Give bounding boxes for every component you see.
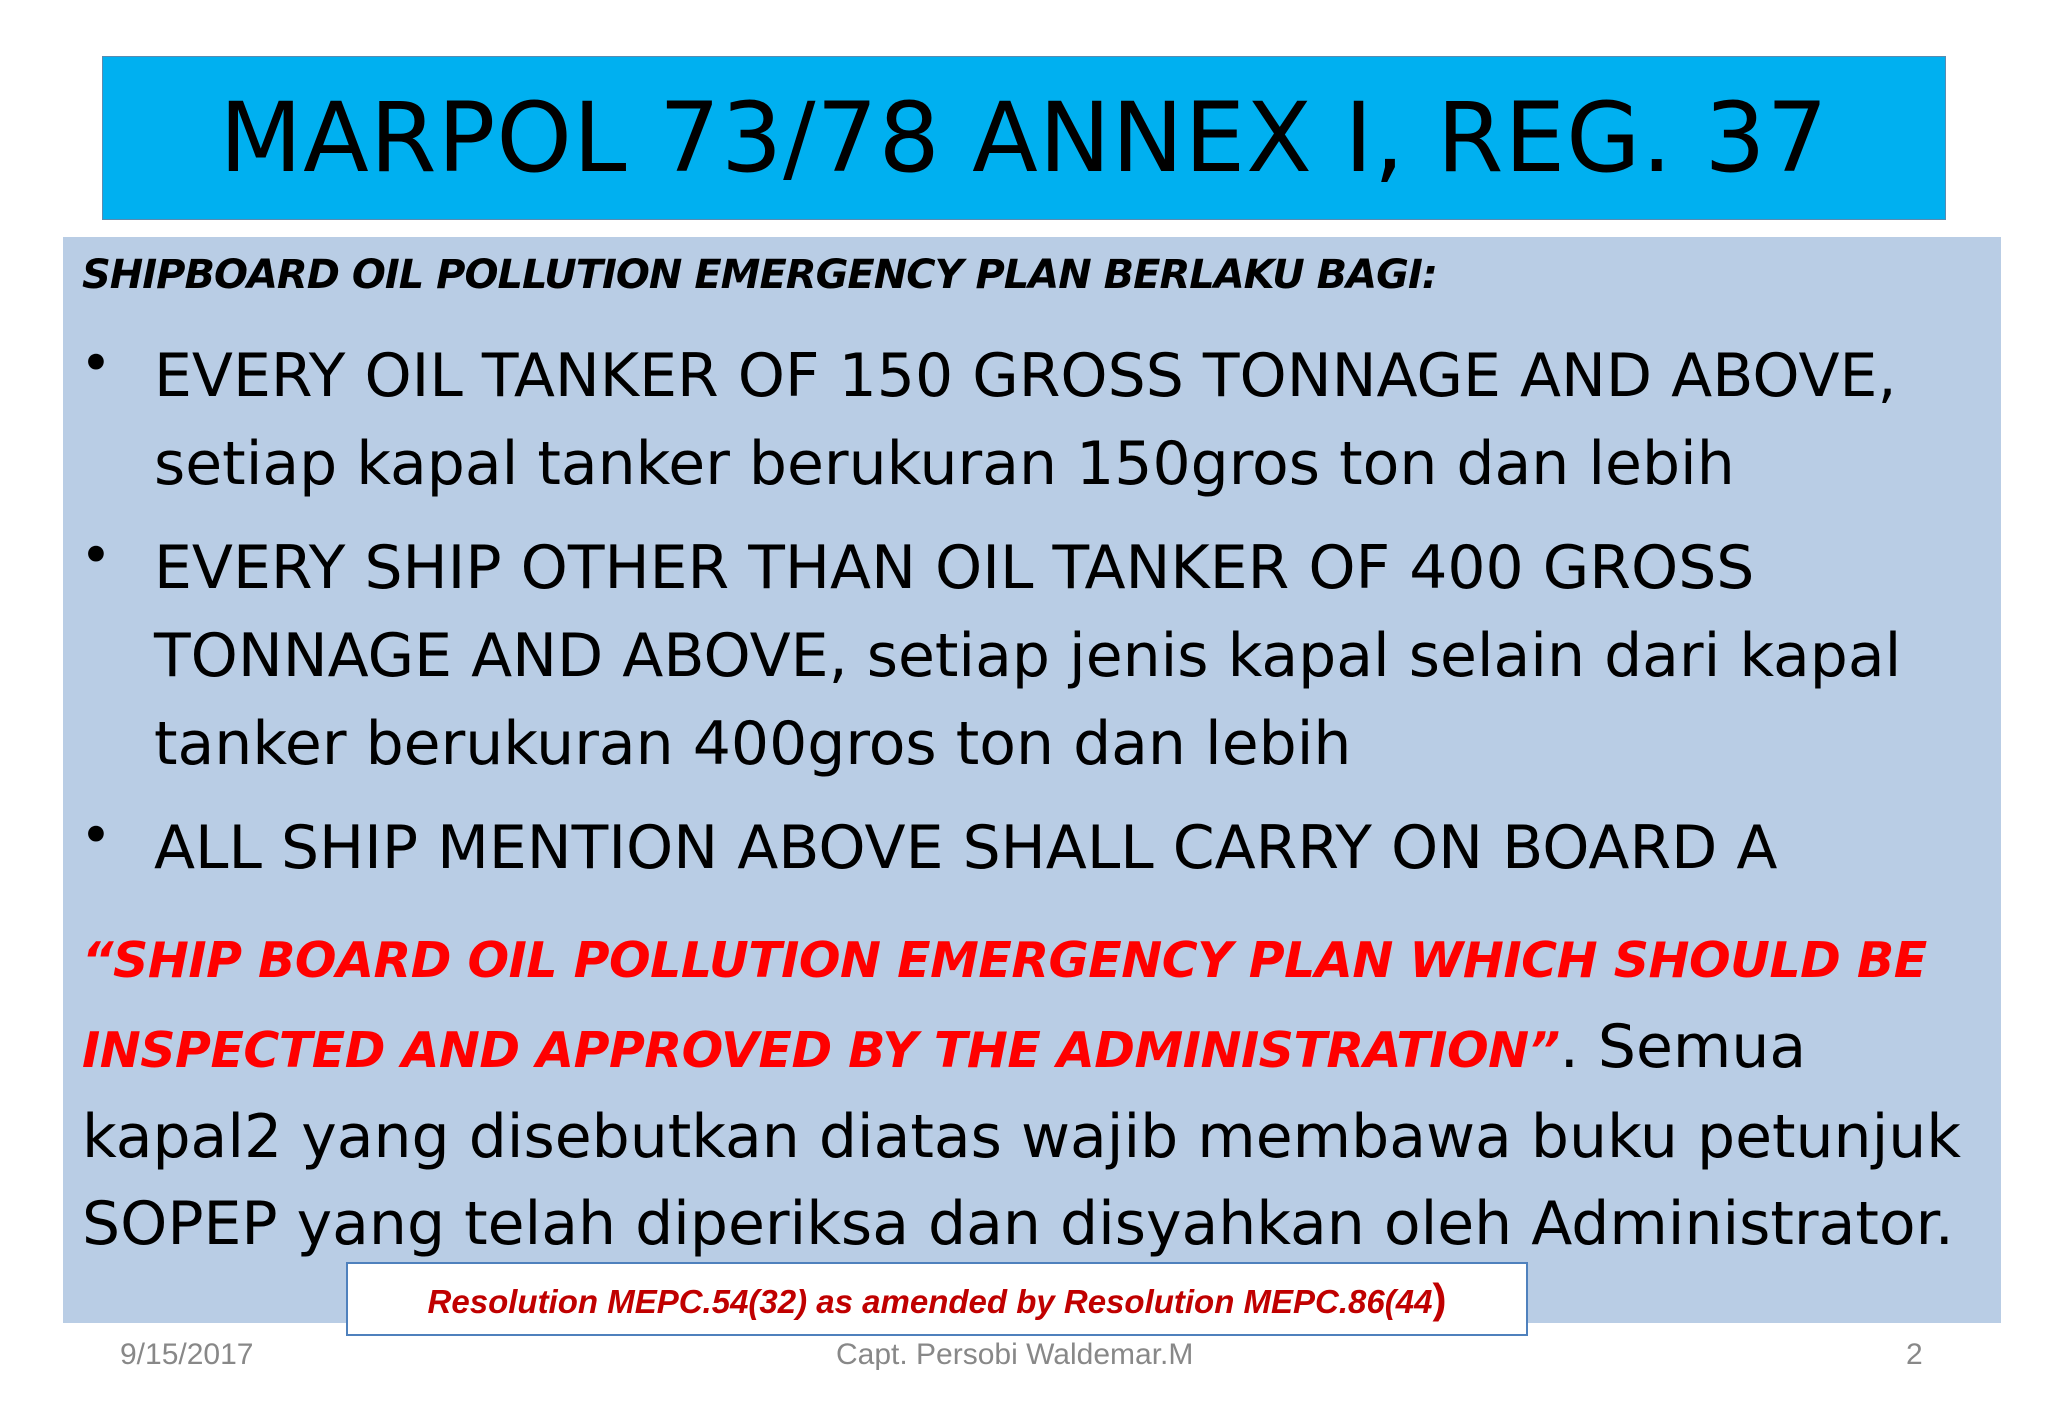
resolution-close-paren: ) xyxy=(1432,1275,1447,1322)
intro-heading: SHIPBOARD OIL POLLUTION EMERGENCY PLAN BERLAKU BAGI: xyxy=(82,252,1437,298)
resolution-text xyxy=(428,1275,1447,1323)
title-bar xyxy=(102,56,1946,220)
footer-date: 9/15/2017 xyxy=(120,1338,254,1371)
bullet-text: ALL SHIP MENTION ABOVE SHALL CARRY ON BOARD A xyxy=(154,813,1778,883)
bullet-dot-icon: • xyxy=(80,332,112,395)
sopep-quote: “SHIP BOARD OIL POLLUTION EMERGENCY PLAN WHICH SHOULD BE INSPECTED AND APPROVED BY THE ADMINISTRATION” xyxy=(82,932,1927,1079)
footer-author: Capt. Persobi Waldemar.M xyxy=(836,1338,1194,1371)
paragraph-text: . Semua kapal2 yang disebutkan diatas wajib membawa buku petunjuk SOPEP yang telah diperiksa dan disyahkan oleh Administrator. xyxy=(82,1012,1962,1259)
sopep-paragraph xyxy=(82,914,1982,1268)
resolution-label: Resolution MEPC.54(32) as amended by Resolution MEPC.86(44 xyxy=(427,1283,1433,1320)
resolution-box xyxy=(346,1262,1528,1336)
slide-title: MARPOL 73/78 ANNEX I, REG. 37 xyxy=(219,82,1829,194)
bullet-dot-icon: • xyxy=(80,804,112,867)
footer-page-number: 2 xyxy=(1906,1338,1923,1371)
bullet-text: EVERY SHIP OTHER THAN OIL TANKER OF 400 GROSS TONNAGE AND ABOVE, setiap jenis kapal selain dari kapal tanker berukuran 400gros ton dan lebih xyxy=(154,533,1902,779)
bullet-dot-icon: • xyxy=(80,524,112,587)
bullet-text: EVERY OIL TANKER OF 150 GROSS TONNAGE AND ABOVE, setiap kapal tanker berukuran 150gros ton dan lebih xyxy=(154,341,1897,499)
